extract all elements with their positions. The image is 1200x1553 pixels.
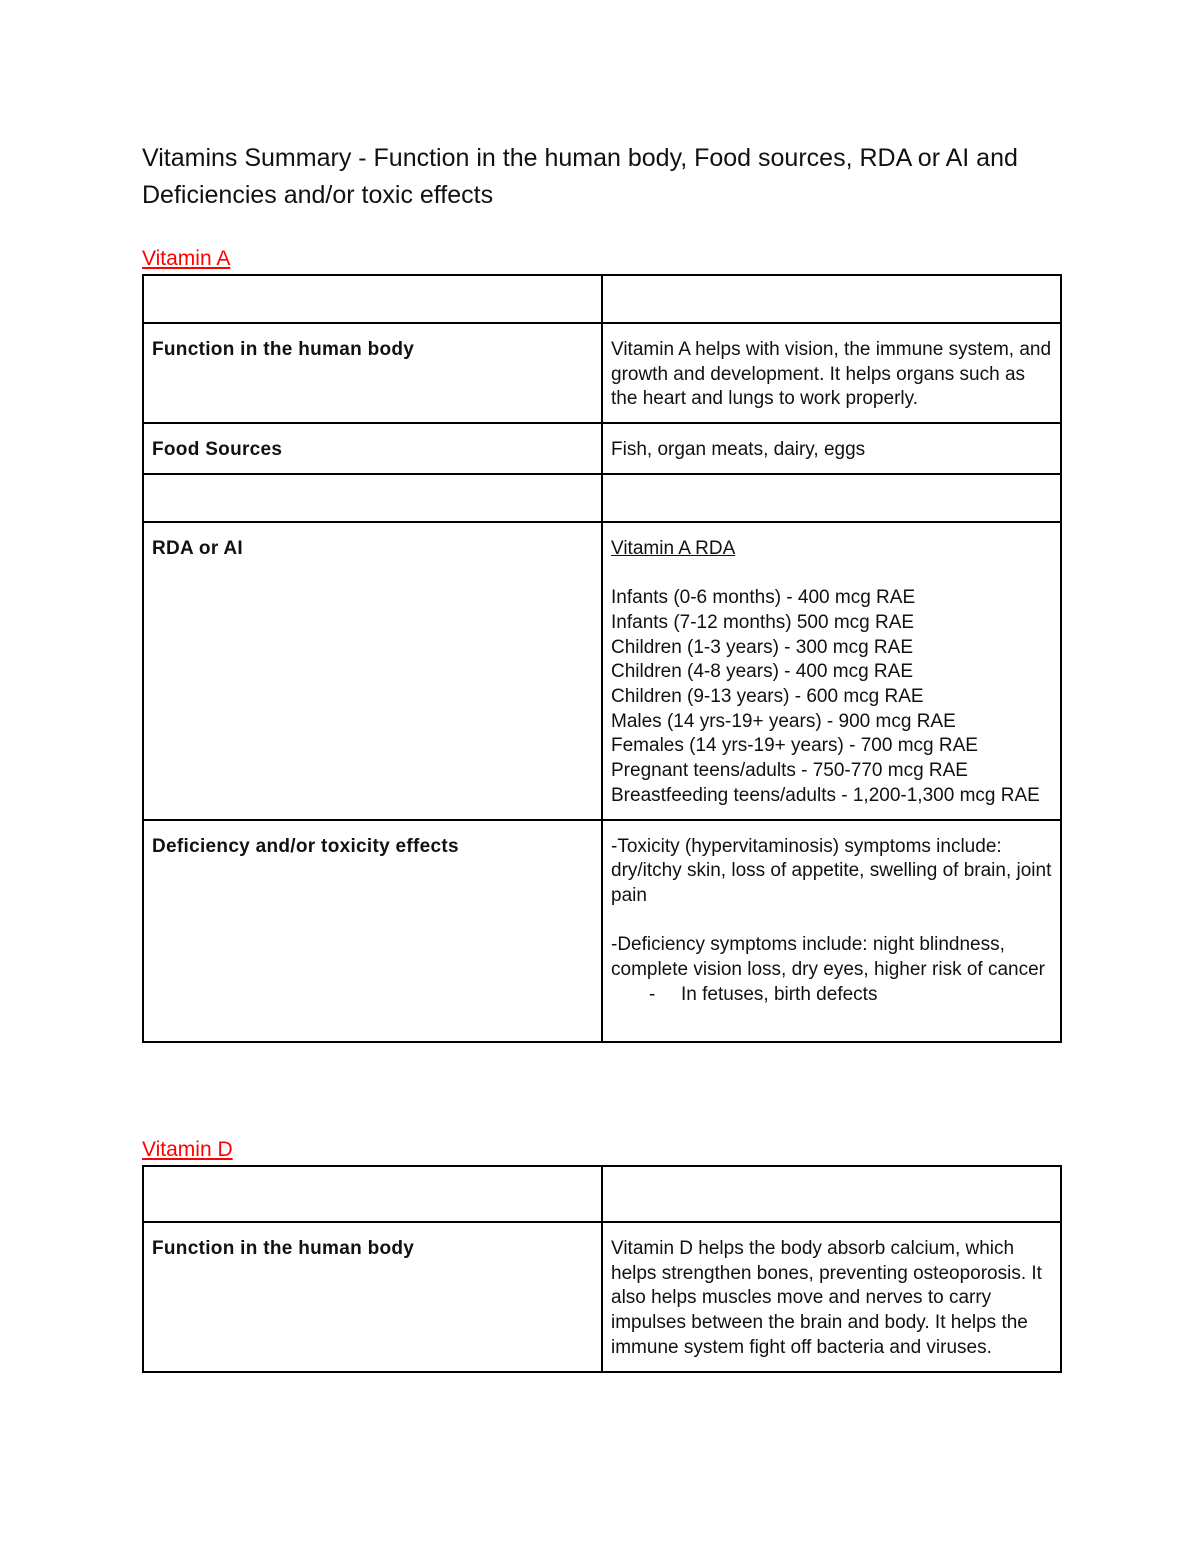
empty-cell bbox=[143, 1166, 602, 1222]
effects-cell bbox=[602, 820, 1061, 1043]
empty-cell bbox=[602, 275, 1061, 323]
list-item bbox=[611, 983, 1052, 1008]
table-row bbox=[143, 323, 1061, 423]
vitamin-d-table bbox=[142, 1165, 1062, 1373]
rda-cell bbox=[602, 522, 1061, 820]
empty-cell bbox=[143, 275, 602, 323]
rda-label: RDA or AI bbox=[143, 522, 602, 820]
table-row bbox=[143, 522, 1061, 820]
rda-item: Children (1-3 years) - 300 mcg RAE bbox=[611, 636, 913, 658]
page-title: Vitamins Summary - Function in the human body, Food sources, RDA or AI and Deficiencies and/or toxic effects bbox=[142, 144, 1018, 209]
toxicity-text: -Toxicity (hypervitaminosis) symptoms include: dry/itchy skin, loss of appetite, swelling of brain, joint pain bbox=[611, 835, 1052, 906]
rda-subtitle: Vitamin A RDA bbox=[611, 537, 736, 559]
vitamin-a-table bbox=[142, 274, 1062, 1043]
rda-item: Children (4-8 years) - 400 mcg RAE bbox=[611, 661, 913, 683]
table-row bbox=[143, 275, 1061, 323]
rda-item: Children (9-13 years) - 600 mcg RAE bbox=[611, 686, 924, 708]
vitamin-a-heading: Vitamin A bbox=[142, 247, 231, 270]
rda-item: Pregnant teens/adults - 750-770 mcg RAE bbox=[611, 760, 968, 782]
table-row bbox=[143, 820, 1061, 1043]
vitamin-d-heading: Vitamin D bbox=[142, 1138, 233, 1161]
table-row bbox=[143, 1166, 1061, 1222]
function-label: Function in the human body bbox=[143, 1222, 602, 1372]
rda-item: Breastfeeding teens/adults - 1,200-1,300 mcg RAE bbox=[611, 784, 1040, 806]
deficiency-text: -Deficiency symptoms include: night blindness, complete vision loss, dry eyes, higher risk of cancer bbox=[611, 934, 1046, 981]
empty-cell bbox=[602, 1166, 1061, 1222]
effects-label: Deficiency and/or toxicity effects bbox=[143, 820, 602, 1043]
table-row bbox=[143, 1222, 1061, 1372]
function-label: Function in the human body bbox=[143, 323, 602, 423]
function-text: Vitamin A helps with vision, the immune system, and growth and development. It helps organs such as the heart and lungs to work properly. bbox=[602, 323, 1061, 423]
deficiency-bullet-text: In fetuses, birth defects bbox=[681, 983, 878, 1005]
rda-item: Infants (0-6 months) - 400 mcg RAE bbox=[611, 587, 916, 609]
function-text: Vitamin D helps the body absorb calcium, which helps strengthen bones, preventing osteoporosis. It also helps muscles move and nerves to carry impulses between the brain and body. It helps the immune system fight off bacteria and viruses. bbox=[602, 1222, 1061, 1372]
bullet-marker: - bbox=[649, 983, 656, 1005]
table-row bbox=[143, 474, 1061, 522]
food-sources-text: Fish, organ meats, dairy, eggs bbox=[602, 423, 1061, 474]
rda-item: Females (14 yrs-19+ years) - 700 mcg RAE bbox=[611, 735, 978, 757]
food-sources-label: Food Sources bbox=[143, 423, 602, 474]
rda-item: Infants (7-12 months) 500 mcg RAE bbox=[611, 611, 915, 633]
empty-cell bbox=[143, 474, 602, 522]
table-row bbox=[143, 423, 1061, 474]
empty-cell bbox=[602, 474, 1061, 522]
rda-item: Males (14 yrs-19+ years) - 900 mcg RAE bbox=[611, 710, 956, 732]
